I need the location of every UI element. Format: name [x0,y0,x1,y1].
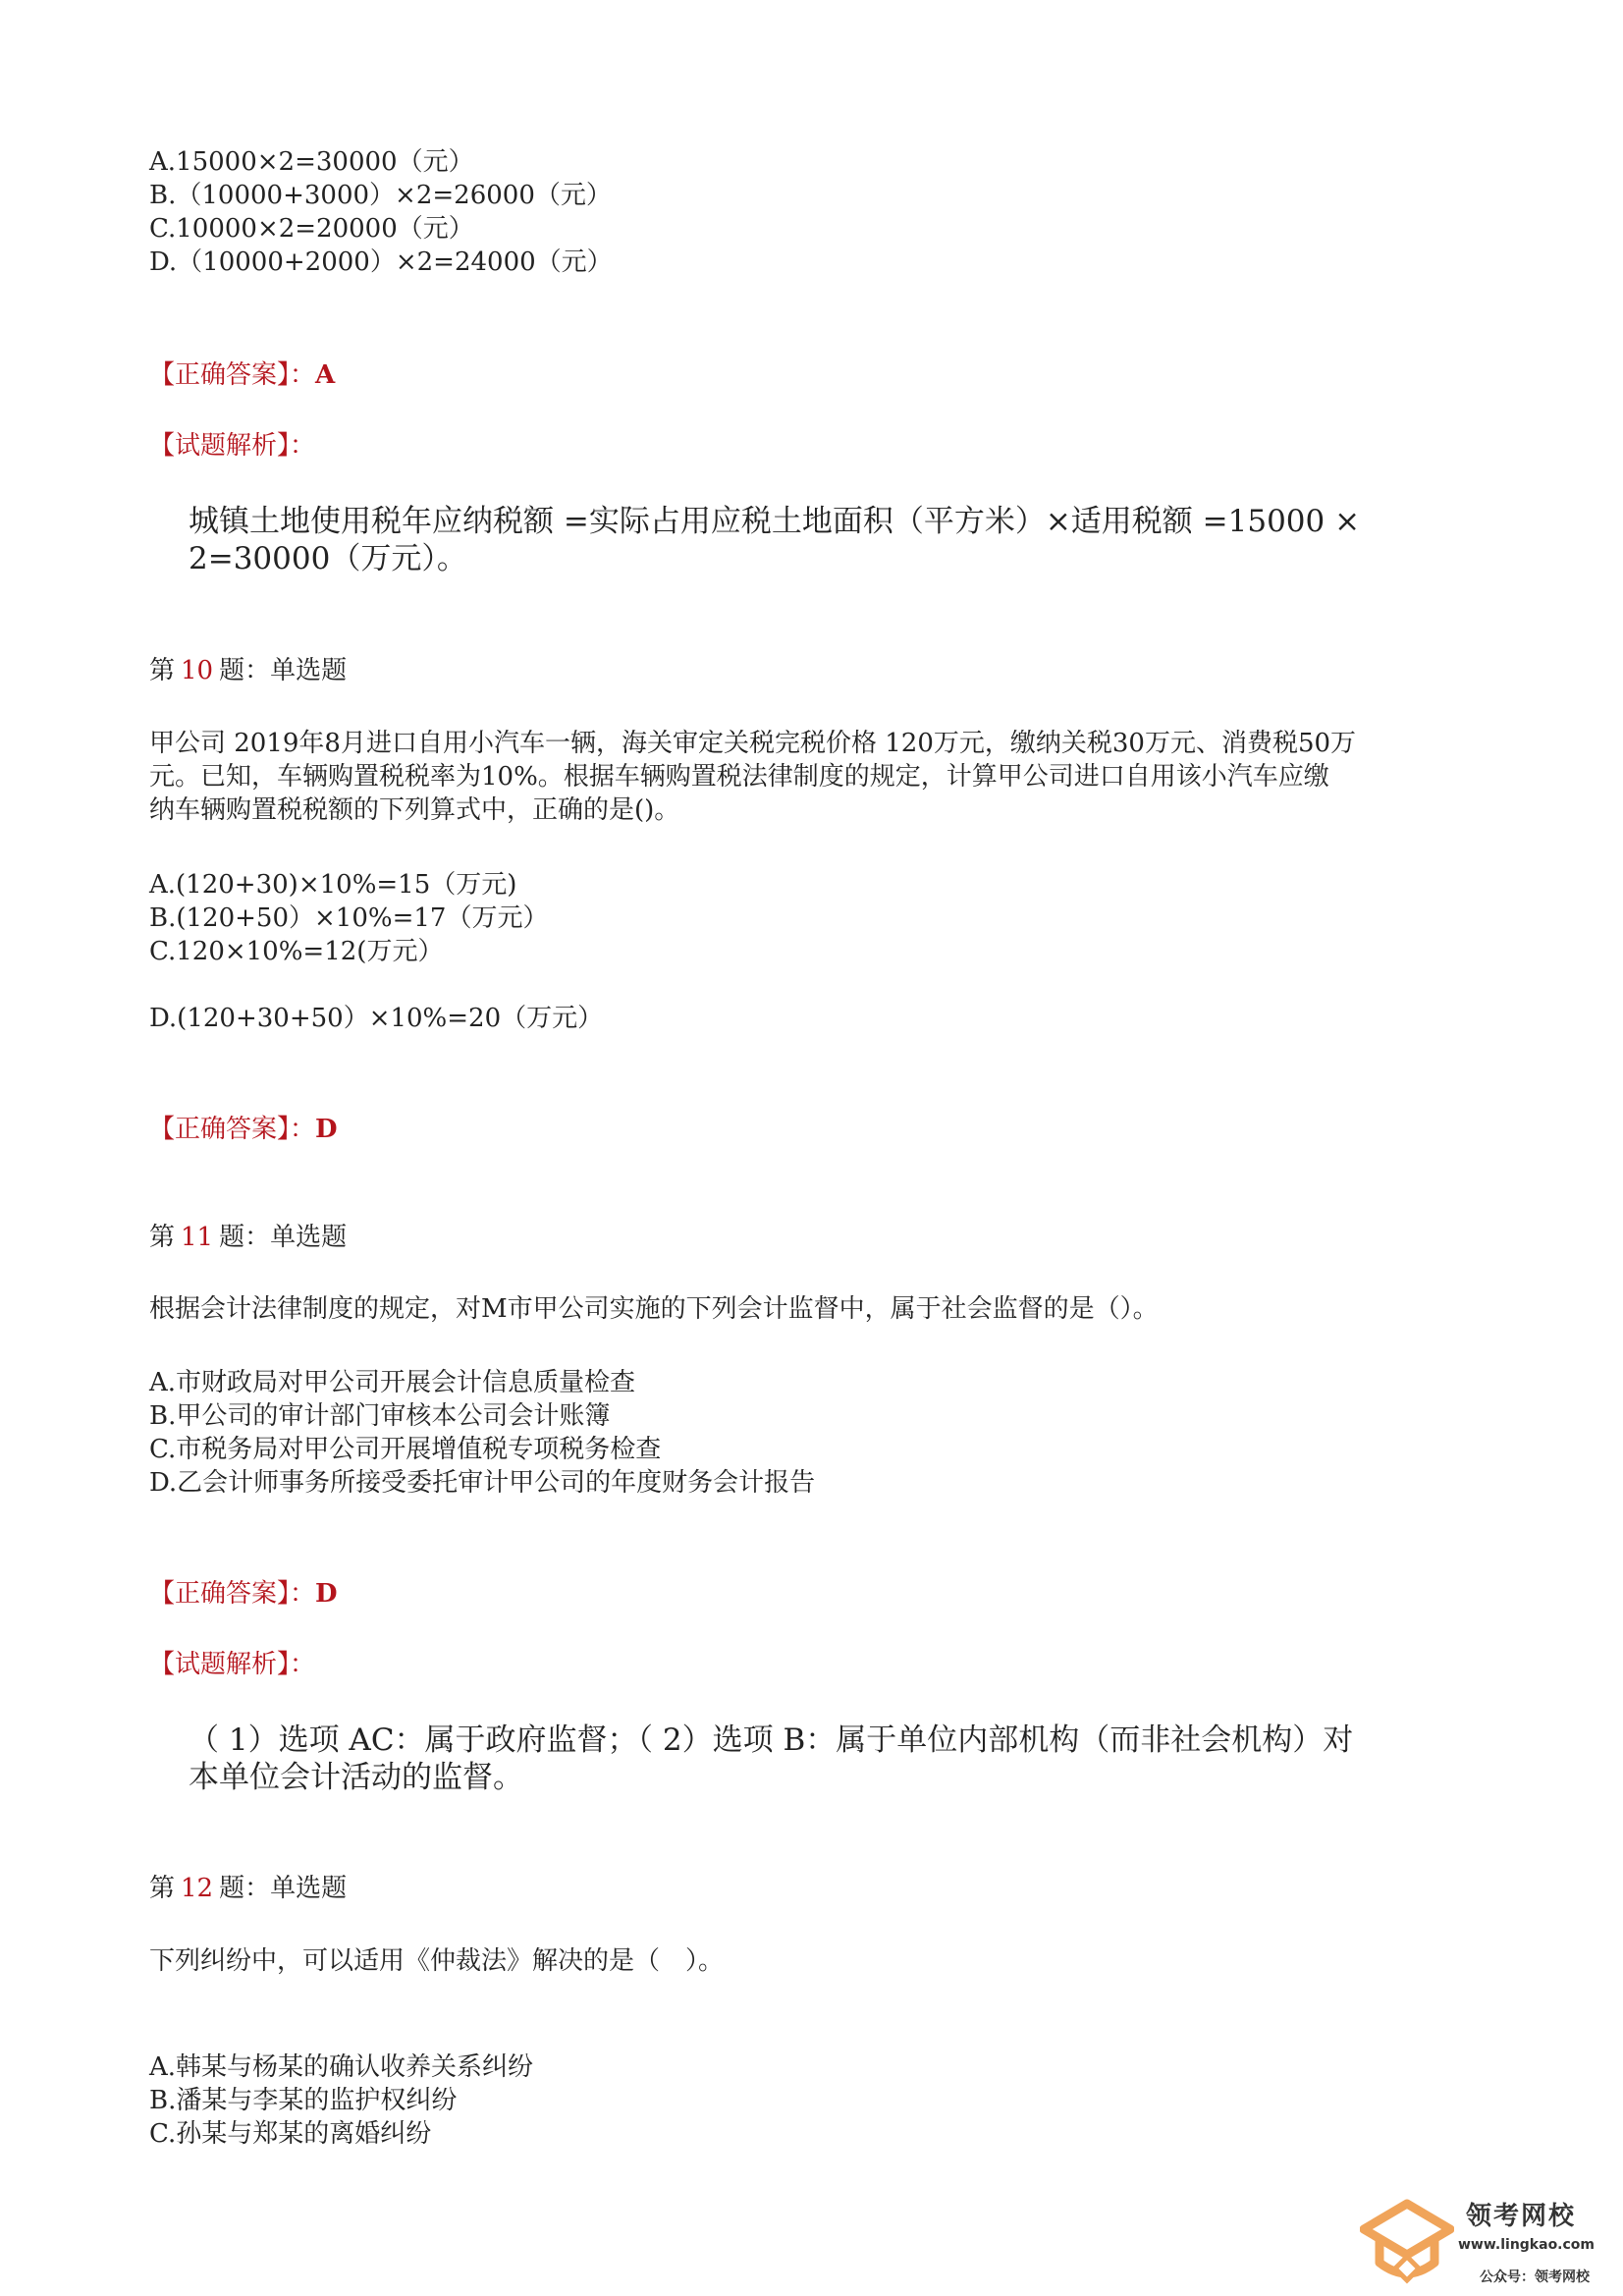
q10-header [149,654,347,687]
q12-type: 题：单选题 [219,1874,348,1903]
q9-option-b: B.（10000+3000）×2=26000（元） [149,181,612,210]
q11-analysis-label: 【试题解析】： [149,1650,316,1679]
q12-number: 12 [181,1874,214,1903]
watermark-brand: 领考网校 [1466,2202,1577,2231]
answer-value: D [315,1115,338,1144]
q11-stem: 根据会计法律制度的规定，对M市甲公司实施的下列会计监督中，属于社会监督的是（）。 [149,1294,1159,1324]
q12-prefix: 第 [149,1874,176,1903]
answer-label: 【正确答案】： [149,1579,316,1609]
q9-analysis-line-2: 2=30000（万元）。 [189,541,467,576]
q10-prefix: 第 [149,656,176,685]
answer-value: D [315,1579,338,1609]
answer-label: 【正确答案】： [149,360,316,390]
q11-analysis-line-2: 本单位会计活动的监督。 [189,1760,523,1795]
q11-option-d: D.乙会计师事务所接受委托审计甲公司的年度财务会计报告 [149,1468,816,1498]
q12-stem: 下列纠纷中，可以适用《仲裁法》解决的是（ ）。 [149,1946,725,1976]
q9-option-d: D.（10000+2000）×2=24000（元） [149,247,613,277]
q10-option-b: B.(120+50）×10%=17（万元） [149,903,549,933]
q10-option-d: D.(120+30+50）×10%=20（万元） [149,1004,604,1033]
q12-header [149,1872,347,1905]
q10-answer [149,1113,338,1146]
graduation-cap-logo-icon [1360,2198,1454,2292]
q12-option-b: B.潘某与李某的监护权纠纷 [149,2086,458,2115]
q10-option-c: C.120×10%=12(万元） [149,937,444,966]
q10-stem-line-2: 元。已知，车辆购置税税率为10%。根据车辆购置税法律制度的规定，计算甲公司进口自用该小汽车应缴 [149,762,1329,792]
q10-stem-line-3: 纳车辆购置税税额的下列算式中，正确的是()。 [149,795,680,825]
q11-prefix: 第 [149,1223,176,1252]
watermark-public-account: 公众号：领考网校 [1480,2269,1590,2285]
q9-option-a: A.15000×2=30000（元） [149,147,474,177]
answer-label: 【正确答案】： [149,1115,316,1144]
q11-type: 题：单选题 [219,1223,348,1252]
q10-type: 题：单选题 [219,656,348,685]
q10-stem-line-1: 甲公司 2019年8月进口自用小汽车一辆，海关审定关税完税价格 120万元，缴纳关税30万元、消费税50万 [149,729,1357,758]
q11-option-a: A.市财政局对甲公司开展会计信息质量检查 [149,1368,636,1397]
q11-analysis-line-1: （ 1）选项 AC：属于政府监督；（ 2）选项 B：属于单位内部机构（而非社会机构）对 [189,1722,1354,1758]
q11-header [149,1221,347,1254]
q11-option-c: C.市税务局对甲公司开展增值税专项税务检查 [149,1435,662,1464]
q10-option-a: A.(120+30)×10%=15（万元) [149,870,517,900]
q12-option-a: A.韩某与杨某的确认收养关系纠纷 [149,2052,534,2082]
q9-analysis-line-1: 城镇土地使用税年应纳税额 =实际占用应税土地面积（平方米）×适用税额 =15000 × [189,504,1361,539]
q9-option-c: C.10000×2=20000（元） [149,214,474,244]
watermark [1360,2188,1605,2286]
q9-answer [149,358,335,392]
q9-analysis-label: 【试题解析】： [149,431,316,461]
watermark-url: www.lingkao.com [1458,2237,1596,2253]
q10-number: 10 [181,656,214,685]
q11-option-b: B.甲公司的审计部门审核本公司会计账簿 [149,1401,611,1431]
q11-answer [149,1577,338,1611]
q12-option-c: C.孙某与郑某的离婚纠纷 [149,2119,432,2149]
answer-value: A [315,360,336,390]
q11-number: 11 [181,1223,214,1252]
